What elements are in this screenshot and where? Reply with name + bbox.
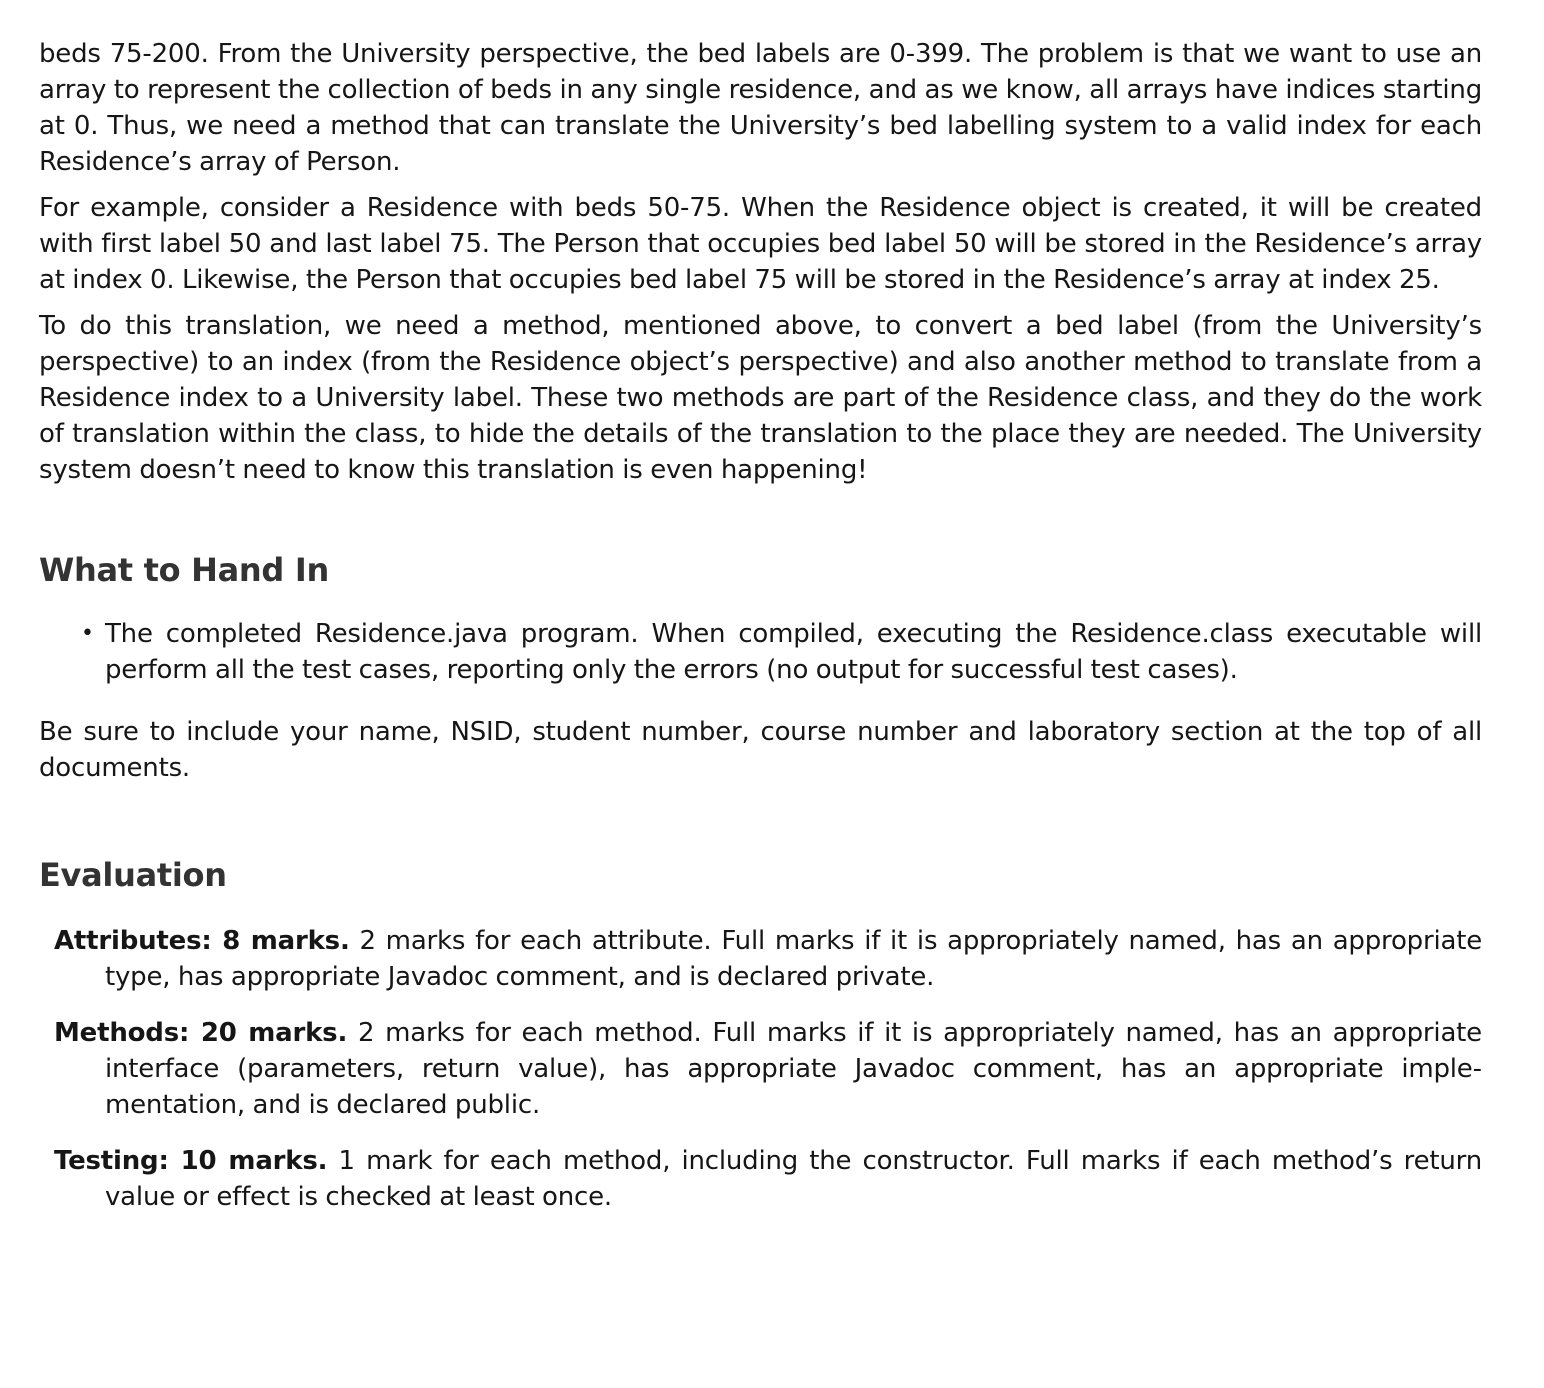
criterion-description: 1 mark for each method, including the constructor. Full marks if each method’s return value or effect is checked at least once. [105,1146,1482,1212]
criterion-term: Attributes: 8 marks. [54,926,350,956]
evaluation-criteria-list [39,923,1482,1215]
criterion-description: 2 marks for each attribute. Full marks if it is appropriately named, has an appropriate type, has appropriate Javadoc comment, and is declared private. [105,926,1483,992]
criterion-term: Methods: 20 marks. [54,1018,348,1048]
intro-paragraph-translation: To do this translation, we need a method, mentioned above, to convert a bed label (from the University’s perspective) to an index (from the Residence object’s perspective) and also another method to translate from a Residence index to a University label. These two methods are part of the Residence class, and they do the work of translation within the class, to hide the details of the translation to the place they are needed. The University system doesn’t need to know this translation is even happening! [39,311,1482,485]
hand-in-note: Be sure to include your name, NSID, student number, course number and laboratory section at the top of all documents. [39,717,1482,783]
section-heading-hand-in: What to Hand In [39,551,329,589]
criterion-term: Testing: 10 marks. [54,1146,328,1176]
intro-paragraph-beds: beds 75-200. From the University perspective, the bed labels are 0-399. The problem is that we want to use an array to represent the collection of beds in any single residence, and as we know, all arrays have indices starting at 0. Thus, we need a method that can translate the University’s bed labelling system to a valid index for each Residence’s array of Person. [39,39,1482,177]
criterion-methods [39,1015,1482,1123]
criterion-attributes [39,923,1482,995]
section-heading-evaluation: Evaluation [39,856,227,894]
criterion-description: 2 marks for each method. Full marks if it is appropriately named, has an appropriate interface (parameters, return value), has appropriate Javadoc comment, has an appropriate implementation, and is declared public. [105,1018,1482,1120]
criterion-testing [39,1143,1482,1215]
intro-paragraph-example: For example, consider a Residence with beds 50-75. When the Residence object is created, it will be created with first label 50 and last label 75. The Person that occupies bed label 50 will be stored in the Residence’s array at index 0. Likewise, the Person that occupies bed label 75 will be stored in the Residence’s array at index 25. [39,193,1482,295]
hand-in-list [39,616,1482,688]
bullet-icon: • [81,621,94,646]
hand-in-item-text: The completed Residence.java program. When compiled, executing the Residence.class executable will perform all the test cases, reporting only the errors (no output for successful test cases). [105,619,1482,685]
hand-in-item [39,616,1482,688]
